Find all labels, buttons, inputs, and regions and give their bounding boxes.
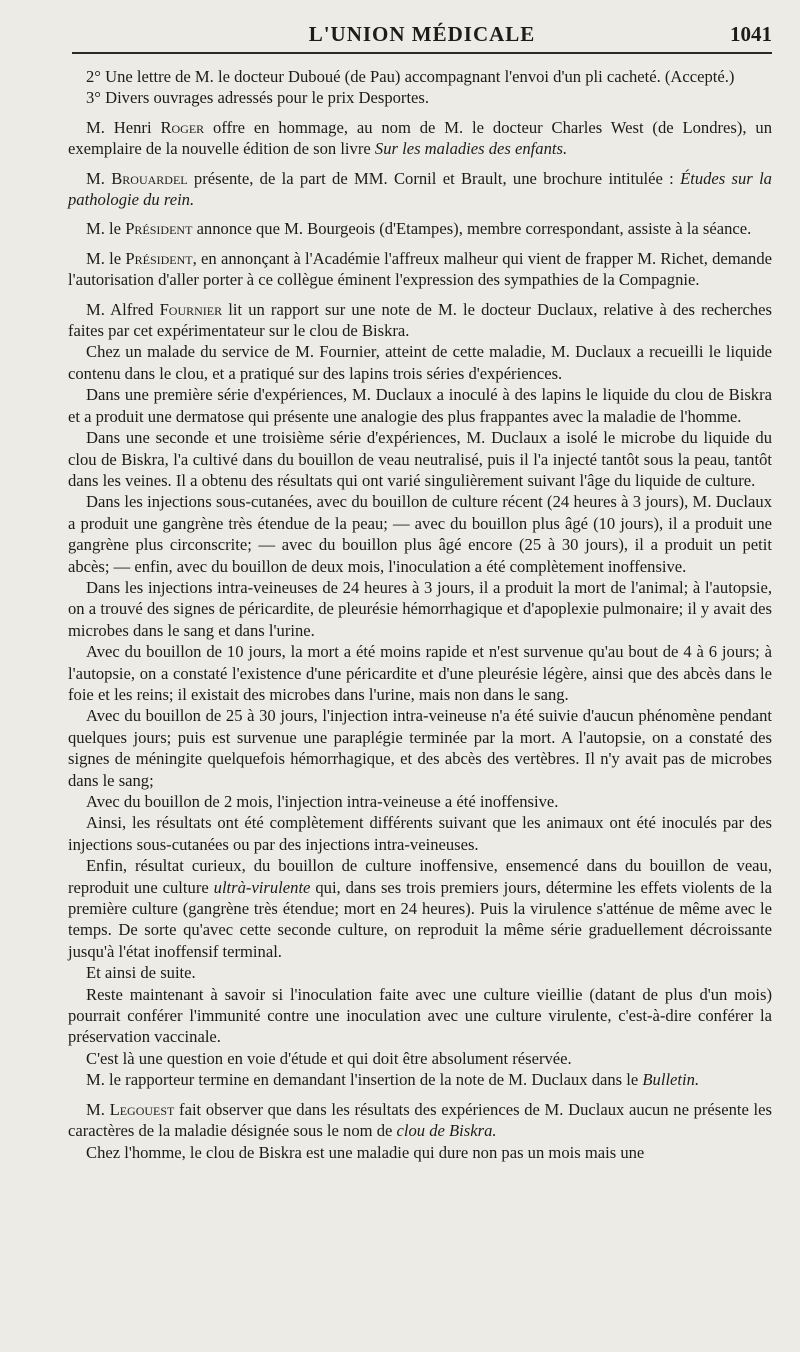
emphasis: clou de Biskra. (396, 1121, 497, 1141)
paragraph: Avec du bouillon de 2 mois, l'injection intra-veineuse a été inoffensive. (86, 792, 559, 811)
emphasis: ultrà-virulente (213, 877, 311, 897)
person-name: Fournier (159, 299, 223, 319)
person-name: Roger (160, 117, 205, 137)
paragraph: C'est là une question en voie d'étude et qui doit être absolument réservée. (86, 1048, 572, 1068)
paragraph: Dans les injections intra-veineuses de 24 heures à 3 jours, il a produit la mort de l'animal; à l'autopsie, on a trouvé des signes de péricardite, de pleurésie hémorrhagique et d'apoplexie pulmonaire; il y avait des microbes dans le sang et dans l'urine. (68, 577, 772, 640)
running-title: L'UNION MÉDICALE (308, 22, 536, 46)
paragraph: Enfin, résultat curieux, du bouillon de culture inoffensive, ensemencé dans du bouillon de veau, reproduit une culture ultrà-virulente qui, dans ses trois premiers jours, détermine les effets violents de la première culture (gangrène très étendue; mort en 24 heures). Puis la virulence s'atténue de même avec le temps. De sorte qu'avec cette seconde culture, on reproduit la même série graduellement décroissante jusqu'à l'état inoffensif terminal. (68, 856, 772, 961)
emphasis: Bulletin. (642, 1070, 700, 1090)
book-title: Études sur la pathologie du rein. (68, 168, 772, 210)
paragraph: 3° Divers ouvrages adressés pour le prix Desportes. (86, 88, 430, 108)
paragraph: Dans une seconde et une troisième série d'expériences, M. Duclaux a isolé le microbe du liquide du clou de Biskra, l'a cultivé dans du bouillon de veau neutralisé, puis il l'a injecté tantôt sous la peau, tantôt dans les veines. Il a obtenu des résultats qui ont varié singulièrement suivant l'âge du liquide de culture. (68, 428, 772, 490)
person-name: Brouardel (111, 168, 188, 188)
paragraph: M. Legouest fait observer que dans les résultats des expériences de M. Duclaux aucun ne présente les caractères de la maladie désignée sous le nom de clou de Biskra. (68, 1099, 772, 1141)
page-number: 1041 (730, 22, 772, 46)
page-header (72, 14, 772, 54)
paragraph: Avec du bouillon de 25 à 30 jours, l'injection intra-veineuse n'a été suivie d'aucun phénomène pendant quelques jours; puis est survenue une paraplégie terminée par la mort. A l'autopsie, on a constaté des signes de méningite quelquefois hémorrhagique, et des abcès des vertèbres. Il n'y avait pas de microbes dans le sang; (68, 706, 772, 790)
paragraph: Avec du bouillon de 10 jours, la mort a été moins rapide et n'est survenue qu'au bout de 4 à 6 jours; à l'autopsie, on a constaté l'existence d'une péricardite et d'une pleurésie légère, ainsi que des abcès dans le foie et les reins; il existait des microbes dans l'urine, mais non dans le sang. (68, 642, 772, 704)
paragraph: Dans une première série d'expériences, M. Duclaux a inoculé à des lapins le liquide du clou de Biskra et a produit une dermatose qui présente une analogie des plus frappantes avec la maladie de l'homme. (68, 385, 772, 426)
paragraph: M. Brouardel présente, de la part de MM. Cornil et Brault, une brochure intitulée : Études sur la pathologie du rein. (68, 168, 772, 210)
book-title: Sur les maladies des enfants. (374, 139, 568, 159)
paragraph: M. le Président annonce que M. Bourgeois (d'Etampes), membre correspondant, assiste à la séance. (86, 219, 752, 239)
paragraph: M. Henri Roger offre en hommage, au nom de M. le docteur Charles West (de Londres), un exemplaire de la nouvelle édition de son livre Sur les maladies des enfants. (68, 117, 772, 159)
person-name: Président (125, 219, 193, 239)
paragraph: 2° Une lettre de M. le docteur Duboué (de Pau) accompagnant l'envoi d'un pli cacheté. (Accepté.) (86, 67, 735, 86)
paragraph: Dans les injections sous-cutanées, avec du bouillon de culture récent (24 heures à 3 jours), M. Duclaux a produit une gangrène très étendue de la peau; — avec du bouillon plus âgé (10 jours), il a produit une gangrène plus circonscrite; — avec du bouillon plus âgé encore (25 à 30 jours), il a produit un petit abcès; — enfin, avec du bouillon de deux mois, l'inoculation a été complètement inoffensive. (68, 492, 772, 576)
person-name: Legouest (109, 1099, 175, 1119)
person-name: Président (125, 248, 193, 268)
paragraph: Chez un malade du service de M. Fournier, atteint de cette maladie, M. Duclaux a recueilli le liquide contenu dans le clou, et a pratiqué sur des lapins trois séries d'expériences. (68, 342, 772, 383)
paragraph: M. le rapporteur termine en demandant l'insertion de la note de M. Duclaux dans le Bulletin. (86, 1070, 700, 1090)
paragraph: Ainsi, les résultats ont été complètement différents suivant que les animaux ont été inoculés par des injections sous-cutanées ou par des injections intra-veineuses. (68, 813, 772, 854)
paragraph: Reste maintenant à savoir si l'inoculation faite avec une culture vieillie (datant de plus d'un mois) pourrait conférer l'immunité contre une inoculation avec une culture virulente, c'est-à-dire conférer la préservation vaccinale. (68, 984, 772, 1047)
paragraph: M. le Président, en annonçant à l'Académie l'affreux malheur qui vient de frapper M. Richet, demande l'autorisation d'aller porter à ce collègue éminent l'expression des sympathies de la Compagnie. (68, 248, 772, 290)
article-body (68, 66, 772, 1163)
paragraph: Et ainsi de suite. (86, 963, 196, 983)
paragraph: M. Alfred Fournier lit un rapport sur une note de M. le docteur Duclaux, relative à des recherches faites par cet expérimentateur sur le clou de Biskra. (68, 299, 773, 341)
paragraph: Chez l'homme, le clou de Biskra est une maladie qui dure non pas un mois mais une (86, 1142, 645, 1162)
